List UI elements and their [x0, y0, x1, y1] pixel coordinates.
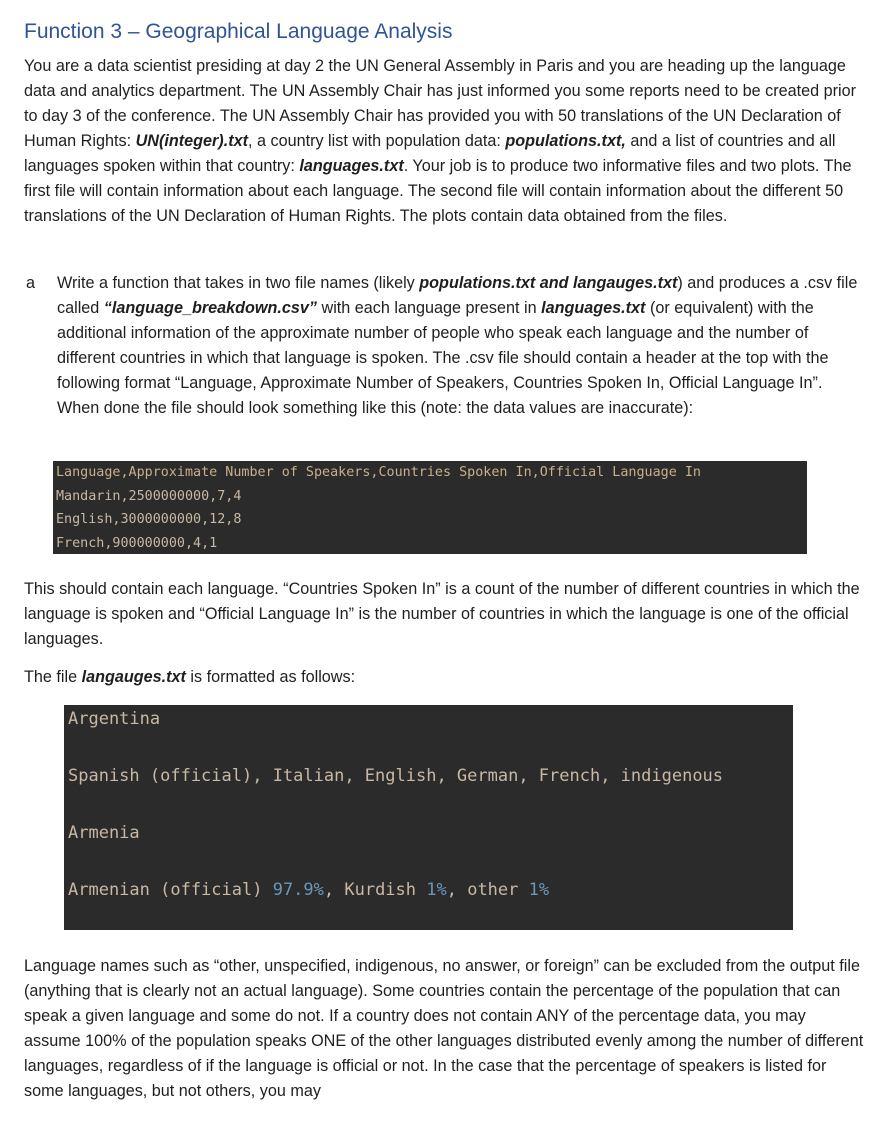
- emphasized-text: languages.txt: [541, 299, 646, 317]
- csv-line: Language,Approximate Number of Speakers,Countries Spoken In,Official Language In: [56, 465, 701, 480]
- paragraph-exclusions: Language names such as “other, unspecified, indigenous, no answer, or foreign” can be excluded from the output file (anything that is clearly not an actual language). Some countries contain the percentage of the population that can speak a given language and some do not. If a country does not contain ANY of the percentage data, you may assume 100% of the population speaks ONE of the other languages distributed evenly among the number of different languages, regardless of if the language is official or not. In the case that the percentage of speakers is listed for some languages, but not others, you may: [24, 957, 864, 1100]
- csv-line: French,900000000,4,1: [56, 535, 218, 551]
- code-line: Armenian (official) 97.9%, Kurdish 1%, other 1%: [68, 880, 550, 900]
- csv-code-block: [53, 461, 807, 554]
- csv-line: English,3000000000,12,8: [56, 512, 242, 527]
- text-run: ) and produces a .csv file called: [57, 274, 858, 317]
- emphasized-text: populations.txt and langauges.txt: [419, 274, 678, 292]
- text-run: The file: [24, 668, 82, 686]
- emphasized-text: languages.txt: [299, 157, 404, 175]
- intro-paragraph: [24, 54, 864, 229]
- item-a-text: [57, 271, 862, 421]
- text-run: with each language present in: [317, 299, 542, 317]
- text-run: and a list of countries and all languages spoken within that country:: [24, 132, 836, 175]
- text-run: (or equivalent) with the additional information of the approximate number of people who speak each language and the number of different countries in which that language is spoken. The .csv file should contain a header at the top with the following format “Language, Approximate Number of Speakers, Countries Spoken In, Official Language In”. When done the file should look something like this (note: the data values are inaccurate):: [57, 299, 829, 417]
- text-run: is formatted as follows:: [185, 668, 356, 686]
- paragraph-file-format: [24, 665, 864, 690]
- text-run: , a country list with population data:: [247, 132, 506, 150]
- emphasized-text: UN(integer).txt: [135, 132, 248, 150]
- csv-line: Mandarin,2500000000,7,4: [56, 488, 242, 504]
- paragraph-countries: This should contain each language. “Countries Spoken In” is a count of the number of different countries in which the language is spoken and “Official Language In” is the number of countries in which the language is one of the official languages.: [24, 580, 860, 648]
- text-run: Write a function that takes in two file names (likely: [57, 274, 420, 292]
- emphasized-text: “language_breakdown.csv”: [103, 299, 318, 317]
- emphasized-text: langauges.txt: [81, 668, 186, 686]
- text-run: . Your job is to produce two informative files and two plots. The first file will contain information about each language. The second file will contain information about the different 50 translations of the UN Declaration of Human Rights. The plots contain data obtained from the files.: [24, 157, 852, 225]
- code-line: Argentina: [68, 709, 161, 729]
- text-run: You are a data scientist presiding at day 2 the UN General Assembly in Paris and you are heading up the language data and analytics department. The UN Assembly Chair has just informed you some reports need to be created prior to day 3 of the conference. The UN Assembly Chair has provided you with 50 translations of the UN Declaration of Human Rights:: [24, 57, 856, 150]
- emphasized-text: populations.txt,: [505, 132, 626, 150]
- code-line: Armenia: [68, 823, 140, 843]
- section-heading: Function 3 – Geographical Language Analysis: [24, 20, 453, 43]
- list-marker: a: [26, 274, 36, 292]
- languages-code-block: [64, 705, 793, 930]
- code-line: Spanish (official), Italian, English, German, French, indigenous: [68, 766, 724, 786]
